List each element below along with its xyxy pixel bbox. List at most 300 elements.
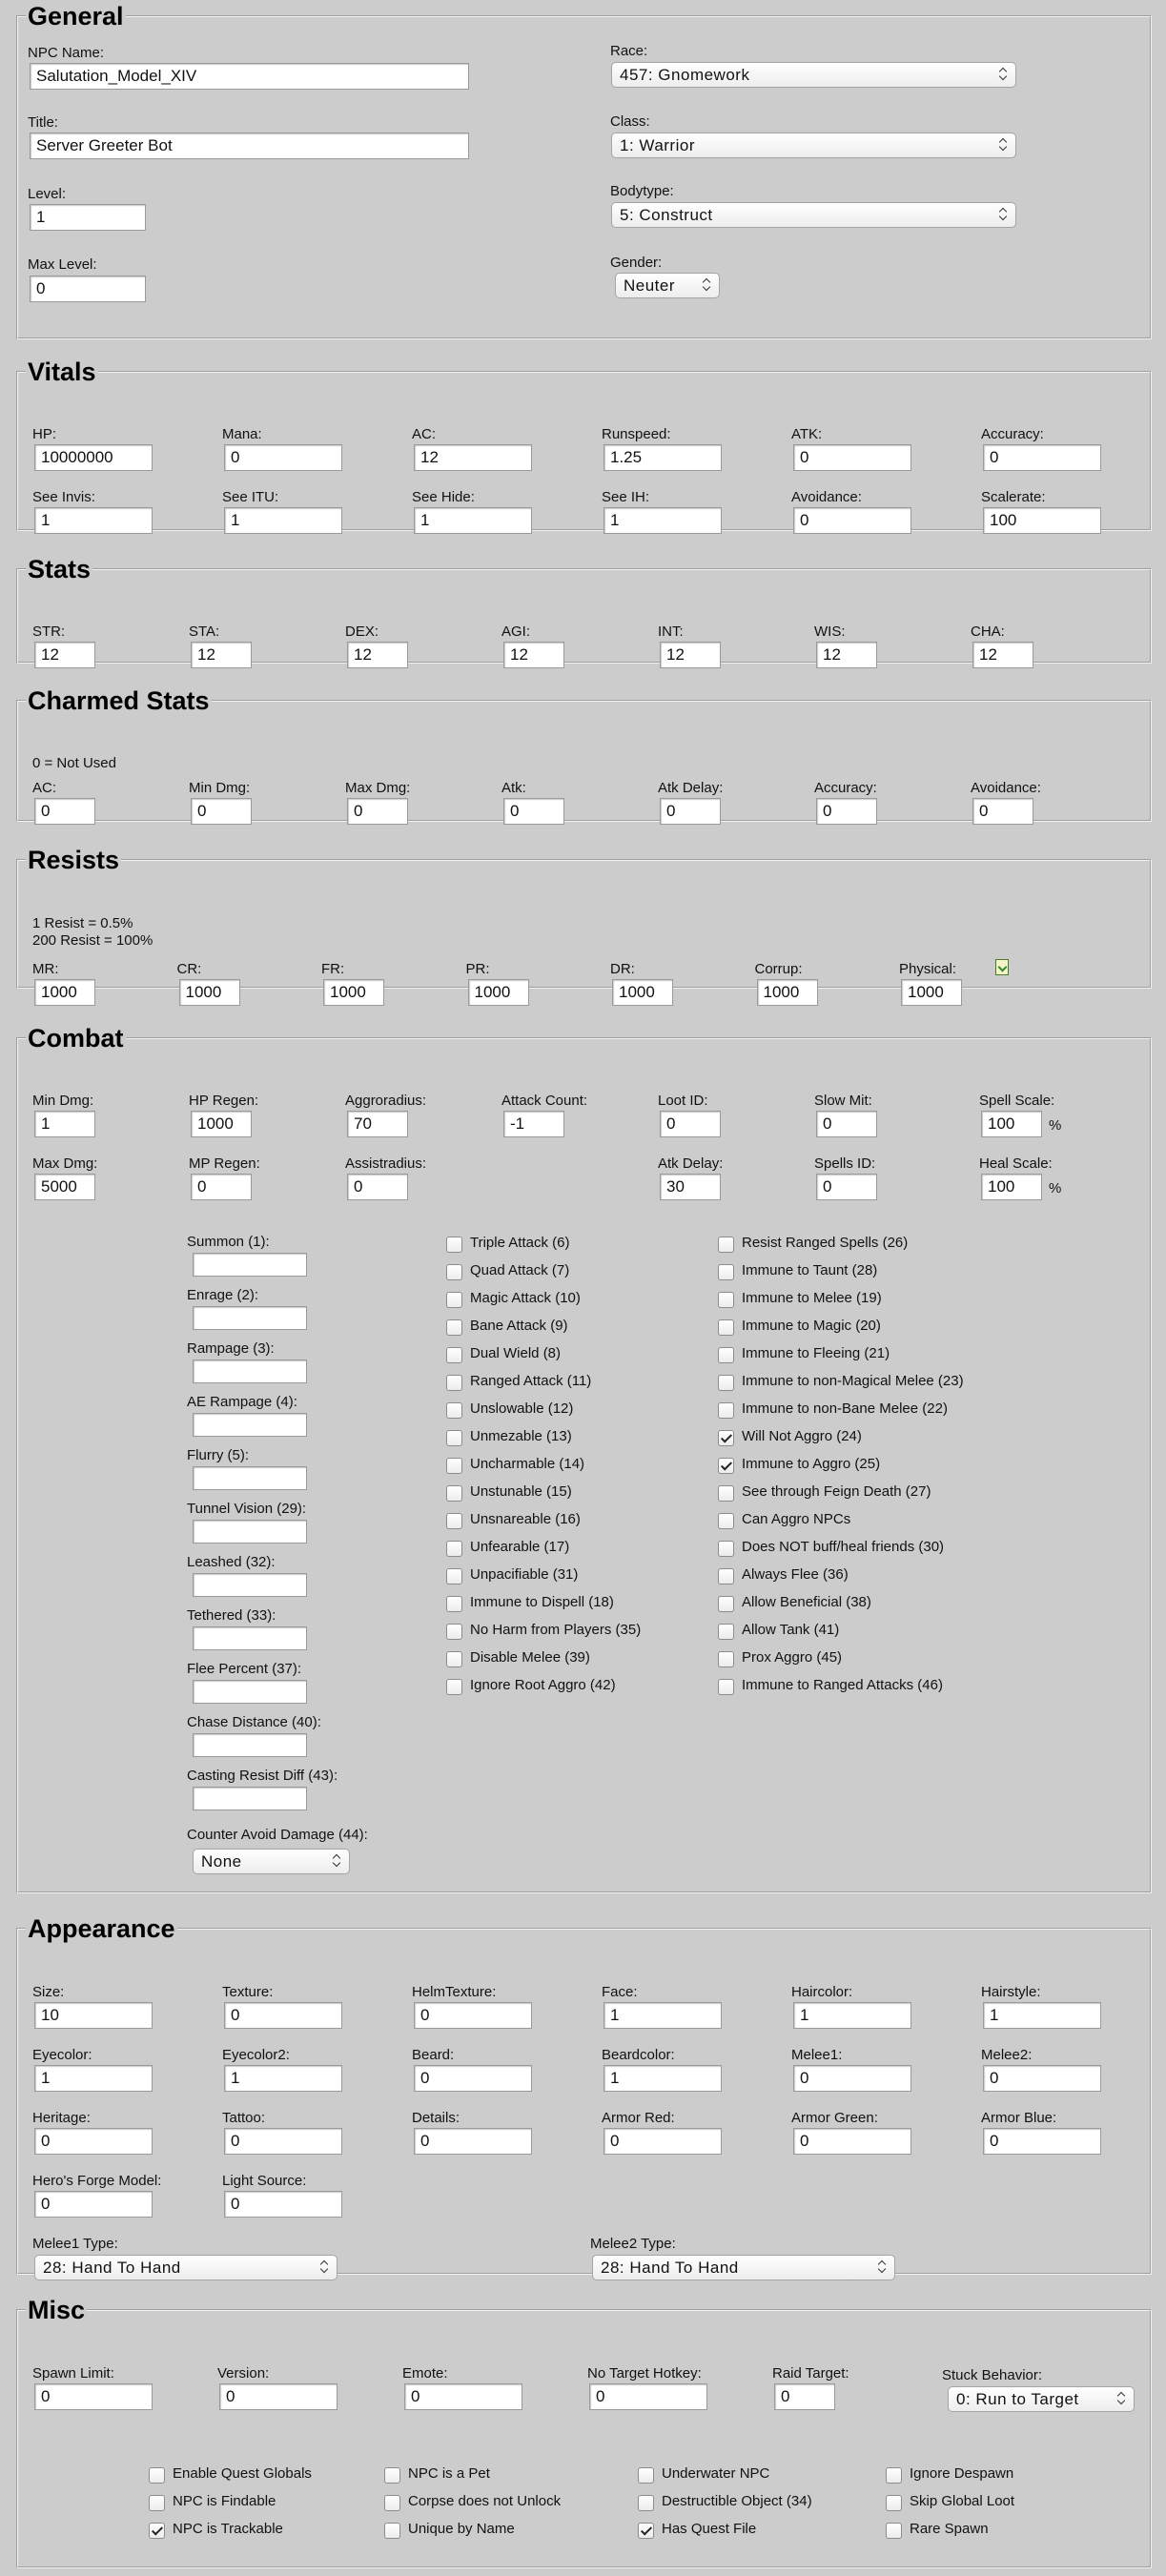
- special-ae-rampage-4-label: AE Rampage (4):: [187, 1394, 297, 1410]
- enable-quest-globals-label: Enable Quest Globals: [173, 2465, 312, 2482]
- unfearable-17-label: Unfearable (17): [470, 1539, 570, 1555]
- npc-is-a-pet-checkbox[interactable]: [384, 2467, 400, 2484]
- allow-beneficial-38-checkbox[interactable]: [718, 1596, 734, 1612]
- unsnareable-16-label: Unsnareable (16): [470, 1511, 581, 1527]
- max-dmg-input[interactable]: 0: [347, 798, 408, 825]
- special-leashed-32-label: Leashed (32):: [187, 1554, 276, 1570]
- disable-melee-39-label: Disable Melee (39): [470, 1649, 590, 1666]
- resist-note-1: 1 Resist = 0.5%: [32, 915, 133, 931]
- destructible-object-34-checkbox[interactable]: [638, 2495, 654, 2511]
- runspeed-label: Runspeed:: [602, 426, 671, 442]
- spawn-limit-label: Spawn Limit:: [32, 2365, 114, 2382]
- ac-input[interactable]: 0: [34, 798, 95, 825]
- atk-input[interactable]: 0: [793, 444, 911, 471]
- max-level-input[interactable]: 0: [30, 276, 146, 302]
- spell-scale-percent: %: [1049, 1117, 1062, 1134]
- wis-label: WIS:: [814, 624, 846, 640]
- see-through-feign-death-27-label: See through Feign Death (27): [742, 1483, 931, 1500]
- haircolor-input[interactable]: 1: [793, 2002, 911, 2029]
- tattoo-input[interactable]: 0: [224, 2128, 342, 2155]
- aggroradius-input[interactable]: 70: [347, 1111, 408, 1137]
- npc-is-findable-checkbox[interactable]: [149, 2495, 165, 2511]
- ac-input[interactable]: 12: [414, 444, 532, 471]
- uncharmable-14-checkbox[interactable]: [446, 1458, 462, 1474]
- level-label: Level:: [28, 186, 67, 202]
- chevron-updown-icon: [1117, 2391, 1127, 2407]
- hp-input[interactable]: 10000000: [34, 444, 153, 471]
- light-source-input[interactable]: 0: [224, 2191, 342, 2218]
- unmezable-13-checkbox[interactable]: [446, 1430, 462, 1446]
- face-input[interactable]: 1: [603, 2002, 722, 2029]
- min-dmg-input[interactable]: 1: [34, 1111, 95, 1137]
- bodytype-value: 5: Construct: [620, 206, 713, 224]
- max-level-label: Max Level:: [28, 256, 97, 273]
- details-label: Details:: [412, 2110, 460, 2126]
- scalerate-label: Scalerate:: [981, 489, 1046, 505]
- see-hide-input[interactable]: 1: [414, 507, 532, 534]
- counter-avoid-select[interactable]: [193, 1849, 350, 1874]
- scalerate-input[interactable]: 100: [983, 507, 1101, 534]
- ranged-attack-11-label: Ranged Attack (11): [470, 1373, 592, 1389]
- accuracy-label: Accuracy:: [981, 426, 1044, 442]
- stuck-behavior-label: Stuck Behavior:: [942, 2367, 1043, 2383]
- immune-to-melee-19-checkbox[interactable]: [718, 1292, 734, 1308]
- armor-blue-input[interactable]: 0: [983, 2128, 1101, 2155]
- spells-id-input[interactable]: 0: [816, 1174, 877, 1200]
- mana-input[interactable]: 0: [224, 444, 342, 471]
- heal-scale-label: Heal Scale:: [979, 1155, 1053, 1172]
- loot-id-input[interactable]: 0: [660, 1111, 721, 1137]
- eyecolor-label: Eyecolor:: [32, 2047, 92, 2063]
- heal-scale-percent: %: [1049, 1180, 1062, 1196]
- special-casting-resist-diff-43-input[interactable]: [193, 1787, 307, 1810]
- agi-label: AGI:: [501, 624, 531, 640]
- mr-input[interactable]: 1000: [34, 979, 95, 1006]
- misc-legend: Misc: [28, 2296, 86, 2324]
- always-flee-36-checkbox[interactable]: [718, 1568, 734, 1584]
- stuck-behavior-value: 0: Run to Target: [956, 2390, 1079, 2408]
- level-input[interactable]: 1: [30, 204, 146, 231]
- race-select[interactable]: [611, 62, 1016, 88]
- light-source-label: Light Source:: [222, 2173, 307, 2189]
- special-flee-percent-37-label: Flee Percent (37):: [187, 1661, 302, 1677]
- armor-green-label: Armor Green:: [791, 2110, 878, 2126]
- no-target-hotkey-input[interactable]: 0: [589, 2383, 707, 2410]
- npc-is-findable-label: NPC is Findable: [173, 2493, 276, 2509]
- armor-red-label: Armor Red:: [602, 2110, 675, 2126]
- special-summon-1-input[interactable]: [193, 1253, 307, 1277]
- assistradius-input[interactable]: 0: [347, 1174, 408, 1200]
- gender-select[interactable]: [615, 273, 720, 298]
- resists-legend: Resists: [28, 846, 120, 874]
- special-rampage-3-input[interactable]: [193, 1360, 307, 1383]
- stuck-behavior-select[interactable]: [948, 2386, 1135, 2412]
- armor-green-input[interactable]: 0: [793, 2128, 911, 2155]
- special-tethered-33-input[interactable]: [193, 1626, 307, 1650]
- hero-s-forge-model-input[interactable]: 0: [34, 2191, 153, 2218]
- haircolor-label: Haircolor:: [791, 1984, 853, 2000]
- enable-quest-globals-checkbox[interactable]: [149, 2467, 165, 2484]
- face-label: Face:: [602, 1984, 638, 2000]
- skip-global-loot-checkbox[interactable]: [886, 2495, 902, 2511]
- allow-tank-41-label: Allow Tank (41): [742, 1622, 840, 1638]
- see-itu-label: See ITU:: [222, 489, 279, 505]
- size-input[interactable]: 10: [34, 2002, 153, 2029]
- dual-wield-8-label: Dual Wield (8): [470, 1345, 562, 1361]
- beard-label: Beard:: [412, 2047, 455, 2063]
- helmtexture-input[interactable]: 0: [414, 2002, 532, 2029]
- title-label: Title:: [28, 114, 58, 131]
- immune-to-melee-19-label: Immune to Melee (19): [742, 1290, 882, 1306]
- corrup-label: Corrup:: [754, 961, 803, 977]
- has-quest-file-label: Has Quest File: [662, 2521, 757, 2537]
- resists-section: [16, 846, 1152, 1001]
- see-ih-label: See IH:: [602, 489, 650, 505]
- destructible-object-34-label: Destructible Object (34): [662, 2493, 812, 2509]
- hairstyle-label: Hairstyle:: [981, 1984, 1041, 2000]
- unslowable-12-label: Unslowable (12): [470, 1400, 574, 1417]
- aggroradius-label: Aggroradius:: [345, 1093, 427, 1109]
- cha-label: CHA:: [971, 624, 1005, 640]
- ranged-attack-11-checkbox[interactable]: [446, 1375, 462, 1391]
- melee1-type-select[interactable]: [34, 2255, 338, 2280]
- runspeed-input[interactable]: 1.25: [603, 444, 722, 471]
- npc-is-a-pet-label: NPC is a Pet: [408, 2465, 490, 2482]
- spells-id-label: Spells ID:: [814, 1155, 876, 1172]
- slow-mit-input[interactable]: 0: [816, 1111, 877, 1137]
- melee2-label: Melee2:: [981, 2047, 1033, 2063]
- ac-label: AC:: [412, 426, 437, 442]
- cr-label: CR:: [176, 961, 202, 977]
- title-input[interactable]: Server Greeter Bot: [30, 133, 469, 159]
- chevron-updown-icon: [999, 67, 1009, 83]
- vitals-section: [16, 358, 1152, 531]
- accuracy-label: Accuracy:: [814, 780, 877, 796]
- quad-attack-7-checkbox[interactable]: [446, 1264, 462, 1280]
- document-edit-icon[interactable]: [995, 959, 1009, 975]
- rare-spawn-label: Rare Spawn: [910, 2521, 989, 2537]
- melee1-label: Melee1:: [791, 2047, 843, 2063]
- unpacifiable-31-label: Unpacifiable (31): [470, 1566, 579, 1583]
- magic-attack-10-checkbox[interactable]: [446, 1292, 462, 1308]
- counter-avoid-value: None: [201, 1852, 242, 1871]
- does-not-buff-heal-friends-30-checkbox[interactable]: [718, 1541, 734, 1557]
- see-invis-label: See Invis:: [32, 489, 95, 505]
- unmezable-13-label: Unmezable (13): [470, 1428, 572, 1444]
- special-chase-distance-40-input[interactable]: [193, 1733, 307, 1757]
- charmed-stats-section: [16, 686, 1152, 822]
- prox-aggro-45-checkbox[interactable]: [718, 1651, 734, 1667]
- size-label: Size:: [32, 1984, 65, 2000]
- chevron-updown-icon: [320, 2259, 330, 2276]
- sta-input[interactable]: 12: [191, 642, 252, 668]
- atk-input[interactable]: 0: [503, 798, 564, 825]
- charmed-note: 0 = Not Used: [32, 755, 116, 771]
- counter-avoid-label: Counter Avoid Damage (44):: [187, 1827, 368, 1843]
- special-rampage-3-label: Rampage (3):: [187, 1340, 275, 1357]
- chevron-updown-icon: [333, 1853, 342, 1870]
- corpse-does-not-unlock-checkbox[interactable]: [384, 2495, 400, 2511]
- physical-input[interactable]: 1000: [901, 979, 962, 1006]
- see-hide-label: See Hide:: [412, 489, 475, 505]
- mana-label: Mana:: [222, 426, 262, 442]
- heritage-label: Heritage:: [32, 2110, 91, 2126]
- quad-attack-7-label: Quad Attack (7): [470, 1262, 570, 1278]
- can-aggro-npcs-label: Can Aggro NPCs: [742, 1511, 851, 1527]
- ignore-root-aggro-42-label: Ignore Root Aggro (42): [470, 1677, 616, 1693]
- hp-regen-input[interactable]: 1000: [191, 1111, 252, 1137]
- immune-to-aggro-25-checkbox[interactable]: [718, 1458, 734, 1474]
- special-tunnel-vision-29-input[interactable]: [193, 1520, 307, 1544]
- charmed-legend: Charmed Stats: [28, 686, 210, 715]
- class-select[interactable]: [611, 133, 1016, 158]
- immune-to-non-magical-melee-23-label: Immune to non-Magical Melee (23): [742, 1373, 964, 1389]
- corrup-input[interactable]: 1000: [757, 979, 818, 1006]
- unique-by-name-label: Unique by Name: [408, 2521, 515, 2537]
- rare-spawn-checkbox[interactable]: [886, 2523, 902, 2539]
- special-enrage-2-label: Enrage (2):: [187, 1287, 259, 1303]
- special-chase-distance-40-label: Chase Distance (40):: [187, 1714, 321, 1730]
- fr-input[interactable]: 1000: [323, 979, 384, 1006]
- version-label: Version:: [217, 2365, 270, 2382]
- hero-s-forge-model-label: Hero's Forge Model:: [32, 2173, 162, 2189]
- see-ih-input[interactable]: 1: [603, 507, 722, 534]
- atk-delay-input[interactable]: 0: [660, 798, 721, 825]
- race-value: 457: Gnomework: [620, 66, 750, 84]
- triple-attack-6-checkbox[interactable]: [446, 1237, 462, 1253]
- int-label: INT:: [658, 624, 684, 640]
- unique-by-name-checkbox[interactable]: [384, 2523, 400, 2539]
- general-legend: General: [28, 2, 124, 31]
- ac-label: AC:: [32, 780, 57, 796]
- npc-name-input[interactable]: Salutation_Model_XIV: [30, 63, 469, 90]
- bane-attack-9-checkbox[interactable]: [446, 1319, 462, 1336]
- immune-to-fleeing-21-checkbox[interactable]: [718, 1347, 734, 1363]
- special-flee-percent-37-input[interactable]: [193, 1680, 307, 1704]
- dex-input[interactable]: 12: [347, 642, 408, 668]
- details-input[interactable]: 0: [414, 2128, 532, 2155]
- stats-section: [16, 555, 1152, 664]
- cha-input[interactable]: 12: [972, 642, 1033, 668]
- beard-input[interactable]: 0: [414, 2065, 532, 2092]
- texture-label: Texture:: [222, 1984, 274, 2000]
- emote-label: Emote:: [402, 2365, 448, 2382]
- special-ae-rampage-4-input[interactable]: [193, 1413, 307, 1437]
- no-harm-from-players-35-label: No Harm from Players (35): [470, 1622, 642, 1638]
- physical-label: Physical:: [899, 961, 957, 977]
- disable-melee-39-checkbox[interactable]: [446, 1651, 462, 1667]
- ignore-despawn-label: Ignore Despawn: [910, 2465, 1014, 2482]
- immune-to-non-bane-melee-22-checkbox[interactable]: [718, 1402, 734, 1419]
- combat-section: [16, 1024, 1152, 1893]
- immune-to-ranged-attacks-46-label: Immune to Ranged Attacks (46): [742, 1677, 943, 1693]
- melee2-type-label: Melee2 Type:: [590, 2236, 676, 2252]
- eyecolor-input[interactable]: 1: [34, 2065, 153, 2092]
- special-leashed-32-input[interactable]: [193, 1573, 307, 1597]
- spell-scale-label: Spell Scale:: [979, 1093, 1055, 1109]
- dual-wield-8-checkbox[interactable]: [446, 1347, 462, 1363]
- version-input[interactable]: 0: [219, 2383, 338, 2410]
- eyecolor2-input[interactable]: 1: [224, 2065, 342, 2092]
- appearance-legend: Appearance: [28, 1914, 175, 1943]
- heritage-input[interactable]: 0: [34, 2128, 153, 2155]
- magic-attack-10-label: Magic Attack (10): [470, 1290, 581, 1306]
- pr-input[interactable]: 1000: [468, 979, 529, 1006]
- skip-global-loot-label: Skip Global Loot: [910, 2493, 1015, 2509]
- vitals-legend: Vitals: [28, 358, 96, 386]
- does-not-buff-heal-friends-30-label: Does NOT buff/heal friends (30): [742, 1539, 945, 1555]
- resist-ranged-spells-26-checkbox[interactable]: [718, 1237, 734, 1253]
- armor-blue-label: Armor Blue:: [981, 2110, 1057, 2126]
- special-casting-resist-diff-43-label: Casting Resist Diff (43):: [187, 1768, 338, 1784]
- mp-regen-label: MP Regen:: [189, 1155, 260, 1172]
- dex-label: DEX:: [345, 624, 379, 640]
- atk-delay-input[interactable]: 30: [660, 1174, 721, 1200]
- unpacifiable-31-checkbox[interactable]: [446, 1568, 462, 1584]
- has-quest-file-checkbox[interactable]: [638, 2523, 654, 2539]
- special-enrage-2-input[interactable]: [193, 1306, 307, 1330]
- class-label: Class:: [610, 113, 650, 130]
- immune-to-dispell-18-checkbox[interactable]: [446, 1596, 462, 1612]
- str-input[interactable]: 12: [34, 642, 95, 668]
- npc-is-trackable-checkbox[interactable]: [149, 2523, 165, 2539]
- raid-target-label: Raid Target:: [772, 2365, 849, 2382]
- will-not-aggro-24-checkbox[interactable]: [718, 1430, 734, 1446]
- hp-label: HP:: [32, 426, 57, 442]
- allow-tank-41-checkbox[interactable]: [718, 1624, 734, 1640]
- raid-target-input[interactable]: 0: [774, 2383, 835, 2410]
- accuracy-input[interactable]: 0: [983, 444, 1101, 471]
- melee2-input[interactable]: 0: [983, 2065, 1101, 2092]
- npc-is-trackable-label: NPC is Trackable: [173, 2521, 283, 2537]
- eyecolor2-label: Eyecolor2:: [222, 2047, 290, 2063]
- see-invis-input[interactable]: 1: [34, 507, 153, 534]
- allow-beneficial-38-label: Allow Beneficial (38): [742, 1594, 871, 1610]
- dr-label: DR:: [610, 961, 635, 977]
- unstunable-15-checkbox[interactable]: [446, 1485, 462, 1502]
- mp-regen-input[interactable]: 0: [191, 1174, 252, 1200]
- avoidance-label: Avoidance:: [791, 489, 862, 505]
- armor-red-input[interactable]: 0: [603, 2128, 722, 2155]
- min-dmg-input[interactable]: 0: [191, 798, 252, 825]
- unslowable-12-checkbox[interactable]: [446, 1402, 462, 1419]
- will-not-aggro-24-label: Will Not Aggro (24): [742, 1428, 862, 1444]
- triple-attack-6-label: Triple Attack (6): [470, 1235, 570, 1251]
- immune-to-fleeing-21-label: Immune to Fleeing (21): [742, 1345, 890, 1361]
- avoidance-input[interactable]: 0: [793, 507, 911, 534]
- prox-aggro-45-label: Prox Aggro (45): [742, 1649, 843, 1666]
- max-dmg-input[interactable]: 5000: [34, 1174, 95, 1200]
- min-dmg-label: Min Dmg:: [32, 1093, 94, 1109]
- can-aggro-npcs-checkbox[interactable]: [718, 1513, 734, 1529]
- immune-to-dispell-18-label: Immune to Dispell (18): [470, 1594, 614, 1610]
- ignore-root-aggro-42-checkbox[interactable]: [446, 1679, 462, 1695]
- beardcolor-label: Beardcolor:: [602, 2047, 675, 2063]
- chevron-updown-icon: [999, 137, 1009, 153]
- max-dmg-label: Max Dmg:: [345, 780, 411, 796]
- immune-to-magic-20-checkbox[interactable]: [718, 1319, 734, 1336]
- agi-input[interactable]: 12: [503, 642, 564, 668]
- helmtexture-label: HelmTexture:: [412, 1984, 497, 2000]
- ignore-despawn-checkbox[interactable]: [886, 2467, 902, 2484]
- resist-ranged-spells-26-label: Resist Ranged Spells (26): [742, 1235, 909, 1251]
- int-input[interactable]: 12: [660, 642, 721, 668]
- unstunable-15-label: Unstunable (15): [470, 1483, 572, 1500]
- atk-label: Atk:: [501, 780, 526, 796]
- max-dmg-label: Max Dmg:: [32, 1155, 98, 1172]
- chevron-updown-icon: [703, 277, 712, 294]
- beardcolor-input[interactable]: 1: [603, 2065, 722, 2092]
- class-value: 1: Warrior: [620, 136, 695, 154]
- spawn-limit-input[interactable]: 0: [34, 2383, 153, 2410]
- melee1-input[interactable]: 0: [793, 2065, 911, 2092]
- immune-to-aggro-25-label: Immune to Aggro (25): [742, 1456, 881, 1472]
- special-tunnel-vision-29-label: Tunnel Vision (29):: [187, 1501, 307, 1517]
- attack-count-label: Attack Count:: [501, 1093, 588, 1109]
- gender-value: Neuter: [624, 276, 676, 295]
- combat-legend: Combat: [28, 1024, 124, 1053]
- unfearable-17-checkbox[interactable]: [446, 1541, 462, 1557]
- heal-scale-input[interactable]: 100: [981, 1174, 1042, 1200]
- no-harm-from-players-35-checkbox[interactable]: [446, 1624, 462, 1640]
- general-section: [16, 2, 1152, 339]
- loot-id-label: Loot ID:: [658, 1093, 708, 1109]
- attack-count-input[interactable]: -1: [503, 1111, 564, 1137]
- assistradius-label: Assistradius:: [345, 1155, 427, 1172]
- immune-to-taunt-28-checkbox[interactable]: [718, 1264, 734, 1280]
- immune-to-taunt-28-label: Immune to Taunt (28): [742, 1262, 878, 1278]
- atk-label: ATK:: [791, 426, 823, 442]
- texture-input[interactable]: 0: [224, 2002, 342, 2029]
- str-label: STR:: [32, 624, 66, 640]
- avoidance-input[interactable]: 0: [972, 798, 1033, 825]
- wis-input[interactable]: 12: [816, 642, 877, 668]
- special-flurry-5-input[interactable]: [193, 1466, 307, 1490]
- hairstyle-input[interactable]: 1: [983, 2002, 1101, 2029]
- cr-input[interactable]: 1000: [179, 979, 240, 1006]
- sta-label: STA:: [189, 624, 220, 640]
- melee1-type-value: 28: Hand To Hand: [43, 2259, 181, 2277]
- immune-to-ranged-attacks-46-checkbox[interactable]: [718, 1679, 734, 1695]
- underwater-npc-checkbox[interactable]: [638, 2467, 654, 2484]
- unsnareable-16-checkbox[interactable]: [446, 1513, 462, 1529]
- resist-note-2: 200 Resist = 100%: [32, 932, 153, 949]
- min-dmg-label: Min Dmg:: [189, 780, 251, 796]
- npc-name-label: NPC Name:: [28, 45, 105, 61]
- bodytype-select[interactable]: [611, 202, 1016, 228]
- emote-input[interactable]: 0: [404, 2383, 522, 2410]
- appearance-section: [16, 1914, 1152, 2275]
- gender-label: Gender:: [610, 255, 663, 271]
- melee2-type-value: 28: Hand To Hand: [601, 2259, 739, 2277]
- slow-mit-label: Slow Mit:: [814, 1093, 872, 1109]
- see-itu-input[interactable]: 1: [224, 507, 342, 534]
- dr-input[interactable]: 1000: [612, 979, 673, 1006]
- atk-delay-label: Atk Delay:: [658, 1155, 724, 1172]
- see-through-feign-death-27-checkbox[interactable]: [718, 1485, 734, 1502]
- immune-to-non-bane-melee-22-label: Immune to non-Bane Melee (22): [742, 1400, 948, 1417]
- immune-to-non-magical-melee-23-checkbox[interactable]: [718, 1375, 734, 1391]
- special-flurry-5-label: Flurry (5):: [187, 1447, 249, 1463]
- chevron-updown-icon: [999, 207, 1009, 223]
- melee1-type-label: Melee1 Type:: [32, 2236, 118, 2252]
- melee2-type-select[interactable]: [592, 2255, 895, 2280]
- chevron-updown-icon: [878, 2259, 888, 2276]
- spell-scale-input[interactable]: 100: [981, 1111, 1042, 1137]
- misc-section: [16, 2296, 1152, 2568]
- immune-to-magic-20-label: Immune to Magic (20): [742, 1318, 881, 1334]
- accuracy-input[interactable]: 0: [816, 798, 877, 825]
